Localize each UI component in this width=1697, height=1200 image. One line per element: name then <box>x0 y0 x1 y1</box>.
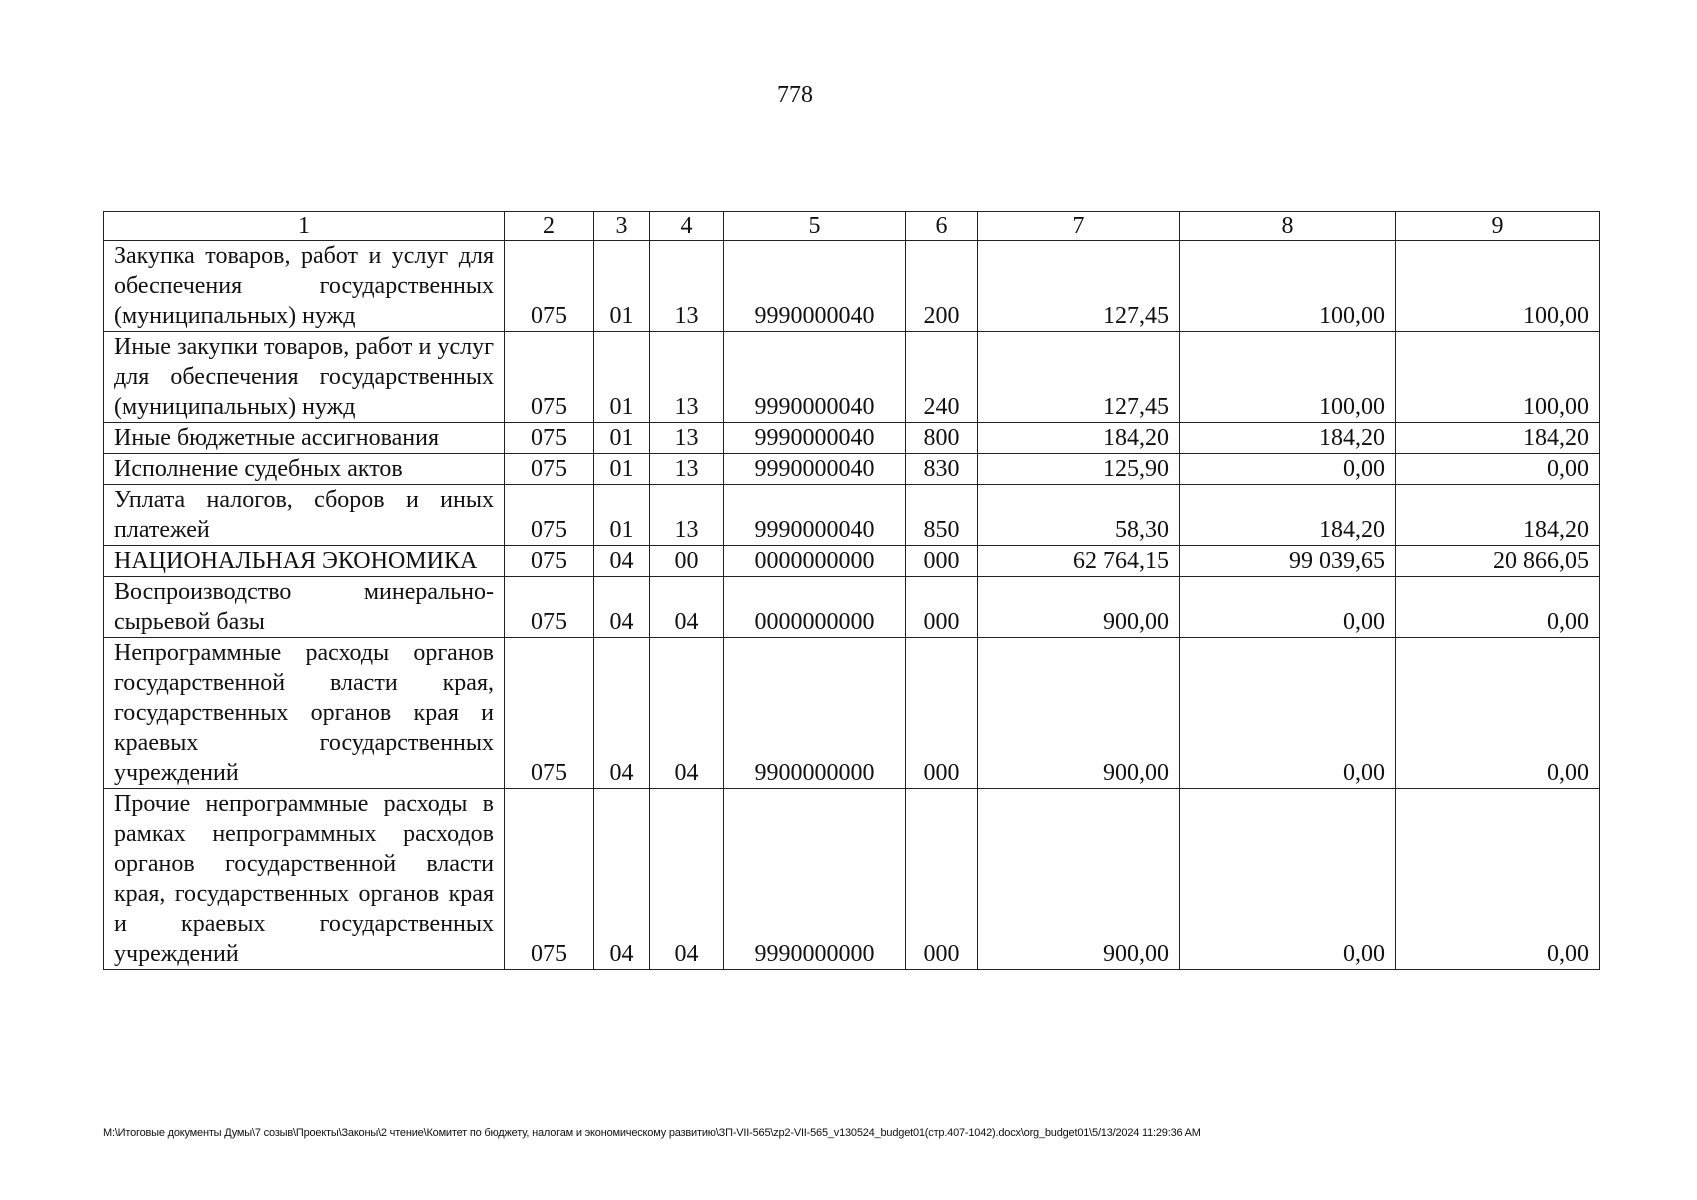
row-col-7-cell: 900,00 <box>978 638 1180 789</box>
row-col-9-cell: 20 866,05 <box>1396 546 1600 577</box>
row-name-cell: Воспроизводство минерально-сырьевой базы <box>104 577 505 638</box>
row-col-4-cell: 13 <box>650 332 724 423</box>
row-col-3-cell: 01 <box>594 485 650 546</box>
row-col-5-cell: 9990000040 <box>724 332 906 423</box>
row-name-cell: Закупка товаров, работ и услуг для обеспечения государственных (муниципальных) нужд <box>104 241 505 332</box>
row-col-8-cell: 100,00 <box>1180 332 1396 423</box>
row-col-6-cell: 850 <box>906 485 978 546</box>
row-col-7-cell: 127,45 <box>978 332 1180 423</box>
row-col-4-cell: 13 <box>650 485 724 546</box>
table-row <box>104 577 1600 638</box>
row-col-4-cell: 04 <box>650 789 724 970</box>
row-col-3-cell: 01 <box>594 454 650 485</box>
row-col-5-cell: 9990000040 <box>724 423 906 454</box>
header-col-9: 9 <box>1396 212 1600 241</box>
row-col-3-cell: 04 <box>594 577 650 638</box>
page-number: 778 <box>777 82 813 108</box>
row-col-6-cell: 240 <box>906 332 978 423</box>
row-col-2-cell: 075 <box>505 332 594 423</box>
row-col-8-cell: 0,00 <box>1180 454 1396 485</box>
row-name-cell: НАЦИОНАЛЬНАЯ ЭКОНОМИКА <box>104 546 505 577</box>
table-header <box>104 212 1600 241</box>
row-col-2-cell: 075 <box>505 638 594 789</box>
table-row <box>104 332 1600 423</box>
row-col-2-cell: 075 <box>505 789 594 970</box>
row-col-2-cell: 075 <box>505 423 594 454</box>
table-row <box>104 789 1600 970</box>
header-row <box>104 212 1600 241</box>
row-name-cell: Непрограммные расходы органов государственной власти края, государственных органов края и краевых государственных учреждений <box>104 638 505 789</box>
row-col-6-cell: 000 <box>906 638 978 789</box>
header-col-7: 7 <box>978 212 1180 241</box>
row-col-7-cell: 900,00 <box>978 789 1180 970</box>
row-col-9-cell: 184,20 <box>1396 485 1600 546</box>
table-row <box>104 485 1600 546</box>
row-col-4-cell: 13 <box>650 423 724 454</box>
row-col-2-cell: 075 <box>505 577 594 638</box>
row-col-8-cell: 184,20 <box>1180 423 1396 454</box>
row-col-8-cell: 99 039,65 <box>1180 546 1396 577</box>
row-col-5-cell: 9990000040 <box>724 241 906 332</box>
header-col-3: 3 <box>594 212 650 241</box>
row-col-5-cell: 9900000000 <box>724 638 906 789</box>
row-col-2-cell: 075 <box>505 485 594 546</box>
row-col-3-cell: 04 <box>594 638 650 789</box>
header-col-1: 1 <box>104 212 505 241</box>
row-col-5-cell: 0000000000 <box>724 546 906 577</box>
row-name-cell: Прочие непрограммные расходы в рамках непрограммных расходов органов государственной власти края, государственных органов края и краевых государственных учреждений <box>104 789 505 970</box>
header-col-5: 5 <box>724 212 906 241</box>
row-col-9-cell: 100,00 <box>1396 332 1600 423</box>
table-row <box>104 546 1600 577</box>
row-col-5-cell: 9990000000 <box>724 789 906 970</box>
header-col-2: 2 <box>505 212 594 241</box>
row-col-9-cell: 0,00 <box>1396 638 1600 789</box>
row-col-8-cell: 0,00 <box>1180 789 1396 970</box>
row-col-7-cell: 900,00 <box>978 577 1180 638</box>
row-col-5-cell: 0000000000 <box>724 577 906 638</box>
row-col-4-cell: 13 <box>650 454 724 485</box>
row-col-8-cell: 100,00 <box>1180 241 1396 332</box>
row-col-9-cell: 0,00 <box>1396 577 1600 638</box>
table-row <box>104 638 1600 789</box>
row-col-8-cell: 0,00 <box>1180 577 1396 638</box>
row-col-7-cell: 127,45 <box>978 241 1180 332</box>
row-col-6-cell: 830 <box>906 454 978 485</box>
row-col-5-cell: 9990000040 <box>724 454 906 485</box>
row-col-9-cell: 100,00 <box>1396 241 1600 332</box>
row-col-2-cell: 075 <box>505 454 594 485</box>
header-col-8: 8 <box>1180 212 1396 241</box>
row-name-cell: Уплата налогов, сборов и иных платежей <box>104 485 505 546</box>
row-col-4-cell: 13 <box>650 241 724 332</box>
budget-table <box>103 211 1600 970</box>
row-col-9-cell: 0,00 <box>1396 789 1600 970</box>
row-col-2-cell: 075 <box>505 241 594 332</box>
row-col-9-cell: 0,00 <box>1396 454 1600 485</box>
row-col-6-cell: 000 <box>906 577 978 638</box>
row-name-cell: Иные бюджетные ассигнования <box>104 423 505 454</box>
row-col-7-cell: 184,20 <box>978 423 1180 454</box>
row-name-cell: Иные закупки товаров, работ и услуг для обеспечения государственных (муниципальных) нужд <box>104 332 505 423</box>
row-col-6-cell: 200 <box>906 241 978 332</box>
row-name-cell: Исполнение судебных актов <box>104 454 505 485</box>
table-row <box>104 423 1600 454</box>
footer-file-path: М:\Итоговые документы Думы\7 созыв\Проекты\Законы\2 чтение\Комитет по бюджету, налогам и экономическому развитию\ЗП-VII-565\zp2-VII-565_v130524_budget01(стр.407-1042).docx\org_budget01\5/13/2024 11:29:36 AM <box>103 1127 1201 1139</box>
row-col-3-cell: 04 <box>594 789 650 970</box>
row-col-8-cell: 184,20 <box>1180 485 1396 546</box>
table-row <box>104 454 1600 485</box>
row-col-3-cell: 04 <box>594 546 650 577</box>
row-col-4-cell: 04 <box>650 577 724 638</box>
row-col-3-cell: 01 <box>594 332 650 423</box>
row-col-4-cell: 04 <box>650 638 724 789</box>
row-col-3-cell: 01 <box>594 241 650 332</box>
row-col-7-cell: 58,30 <box>978 485 1180 546</box>
header-col-4: 4 <box>650 212 724 241</box>
row-col-4-cell: 00 <box>650 546 724 577</box>
header-col-6: 6 <box>906 212 978 241</box>
row-col-9-cell: 184,20 <box>1396 423 1600 454</box>
row-col-2-cell: 075 <box>505 546 594 577</box>
row-col-8-cell: 0,00 <box>1180 638 1396 789</box>
row-col-7-cell: 125,90 <box>978 454 1180 485</box>
row-col-6-cell: 000 <box>906 789 978 970</box>
row-col-7-cell: 62 764,15 <box>978 546 1180 577</box>
row-col-6-cell: 800 <box>906 423 978 454</box>
row-col-3-cell: 01 <box>594 423 650 454</box>
table-body <box>104 241 1600 970</box>
table-row <box>104 241 1600 332</box>
row-col-5-cell: 9990000040 <box>724 485 906 546</box>
row-col-6-cell: 000 <box>906 546 978 577</box>
